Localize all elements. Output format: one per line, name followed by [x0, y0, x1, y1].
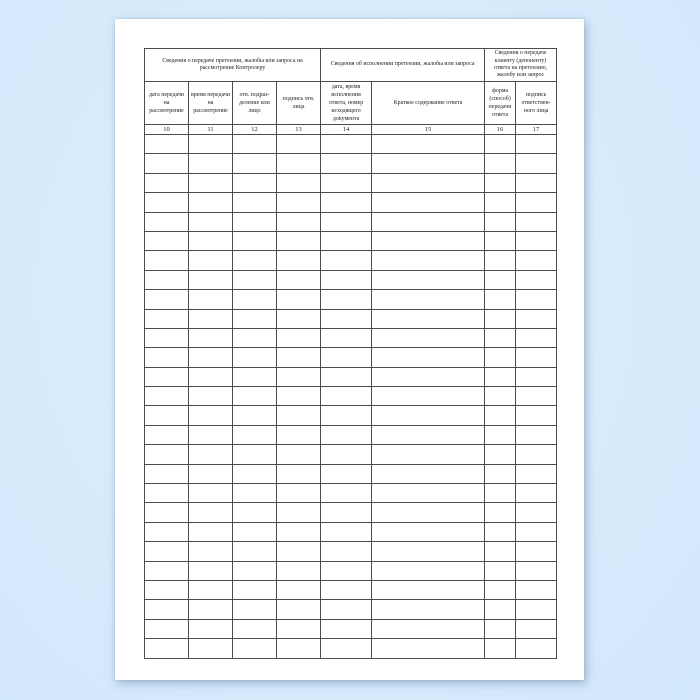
journal-empty-cell [516, 387, 557, 406]
journal-empty-cell [516, 367, 557, 386]
journal-empty-row [145, 484, 557, 503]
journal-empty-cell [372, 367, 485, 386]
journal-empty-cell [485, 328, 516, 347]
journal-empty-cell [189, 464, 233, 483]
journal-empty-cell [485, 212, 516, 231]
journal-empty-cell [516, 542, 557, 561]
journal-empty-cell [145, 464, 189, 483]
journal-empty-cell [277, 348, 321, 367]
journal-empty-row [145, 348, 557, 367]
journal-empty-cell [233, 639, 277, 658]
journal-empty-cell [321, 173, 372, 192]
journal-empty-cell [516, 251, 557, 270]
journal-empty-cell [145, 503, 189, 522]
journal-empty-cell [485, 270, 516, 289]
journal-empty-row [145, 154, 557, 173]
journal-empty-row [145, 425, 557, 444]
journal-empty-row [145, 561, 557, 580]
journal-empty-cell [321, 290, 372, 309]
journal-empty-cell [145, 600, 189, 619]
journal-empty-row [145, 309, 557, 328]
journal-empty-cell [321, 445, 372, 464]
journal-empty-cell [233, 580, 277, 599]
journal-empty-cell [516, 154, 557, 173]
journal-empty-cell [321, 348, 372, 367]
journal-empty-row [145, 445, 557, 464]
journal-empty-cell [516, 135, 557, 154]
journal-empty-cell [516, 464, 557, 483]
journal-empty-cell [277, 173, 321, 192]
journal-empty-cell [516, 270, 557, 289]
journal-empty-cell [145, 367, 189, 386]
journal-empty-cell [277, 154, 321, 173]
journal-empty-cell [145, 231, 189, 250]
journal-empty-cell [233, 348, 277, 367]
journal-empty-row [145, 580, 557, 599]
journal-empty-cell [516, 619, 557, 638]
journal-empty-cell [233, 328, 277, 347]
column-number: 17 [516, 125, 557, 135]
journal-empty-cell [485, 600, 516, 619]
column-header: форма (способ) передачи ответа [485, 82, 516, 125]
journal-empty-cell [485, 425, 516, 444]
journal-empty-cell [233, 600, 277, 619]
journal-empty-cell [321, 406, 372, 425]
journal-empty-cell [189, 154, 233, 173]
journal-empty-cell [516, 484, 557, 503]
journal-empty-cell [516, 173, 557, 192]
journal-empty-cell [516, 600, 557, 619]
journal-empty-cell [145, 406, 189, 425]
journal-empty-cell [516, 406, 557, 425]
journal-empty-cell [321, 503, 372, 522]
journal-empty-cell [372, 309, 485, 328]
journal-empty-cell [233, 135, 277, 154]
journal-empty-cell [189, 193, 233, 212]
journal-empty-row [145, 387, 557, 406]
journal-empty-row [145, 290, 557, 309]
journal-empty-cell [145, 561, 189, 580]
journal-empty-cell [277, 561, 321, 580]
journal-empty-cell [233, 309, 277, 328]
journal-empty-cell [145, 173, 189, 192]
journal-empty-cell [233, 290, 277, 309]
journal-empty-cell [145, 542, 189, 561]
journal-empty-cell [233, 445, 277, 464]
journal-empty-cell [189, 328, 233, 347]
column-number: 13 [277, 125, 321, 135]
journal-empty-cell [145, 212, 189, 231]
journal-empty-cell [145, 309, 189, 328]
journal-empty-cell [277, 580, 321, 599]
journal-empty-cell [321, 425, 372, 444]
journal-empty-cell [372, 561, 485, 580]
column-number: 16 [485, 125, 516, 135]
journal-empty-cell [233, 231, 277, 250]
journal-empty-cell [485, 561, 516, 580]
journal-empty-cell [516, 639, 557, 658]
journal-empty-cell [189, 251, 233, 270]
journal-empty-row [145, 367, 557, 386]
journal-empty-cell [516, 561, 557, 580]
journal-empty-cell [372, 387, 485, 406]
journal-empty-cell [277, 193, 321, 212]
journal-empty-cell [189, 270, 233, 289]
journal-empty-cell [277, 464, 321, 483]
journal-empty-cell [321, 522, 372, 541]
journal-empty-cell [516, 328, 557, 347]
claims-journal-table [144, 48, 557, 659]
column-number: 14 [321, 125, 372, 135]
journal-empty-cell [233, 484, 277, 503]
journal-empty-cell [277, 290, 321, 309]
document-sheet [115, 19, 584, 680]
journal-empty-cell [516, 503, 557, 522]
journal-empty-cell [485, 445, 516, 464]
journal-empty-cell [277, 619, 321, 638]
journal-empty-cell [372, 580, 485, 599]
journal-empty-cell [372, 231, 485, 250]
journal-empty-cell [277, 503, 321, 522]
journal-empty-cell [372, 639, 485, 658]
journal-empty-cell [277, 270, 321, 289]
journal-empty-cell [277, 231, 321, 250]
journal-empty-cell [321, 464, 372, 483]
journal-empty-row [145, 639, 557, 658]
column-header: подпись отв. лица [277, 82, 321, 125]
journal-empty-cell [321, 561, 372, 580]
column-header: отв. подраз-деление или лицо [233, 82, 277, 125]
journal-empty-cell [189, 542, 233, 561]
journal-empty-cell [485, 503, 516, 522]
journal-empty-cell [277, 484, 321, 503]
journal-empty-cell [277, 425, 321, 444]
journal-empty-cell [189, 348, 233, 367]
journal-empty-cell [189, 522, 233, 541]
journal-empty-cell [145, 522, 189, 541]
journal-empty-cell [372, 503, 485, 522]
journal-empty-cell [277, 639, 321, 658]
journal-empty-cell [233, 522, 277, 541]
journal-empty-row [145, 135, 557, 154]
journal-empty-cell [321, 328, 372, 347]
journal-empty-cell [145, 135, 189, 154]
journal-empty-cell [189, 580, 233, 599]
journal-empty-cell [189, 367, 233, 386]
journal-empty-cell [321, 484, 372, 503]
journal-empty-row [145, 503, 557, 522]
journal-empty-cell [233, 193, 277, 212]
journal-empty-cell [189, 484, 233, 503]
journal-empty-cell [189, 639, 233, 658]
column-header: Краткое содержание ответа [372, 82, 485, 125]
journal-empty-cell [189, 231, 233, 250]
column-number: 15 [372, 125, 485, 135]
column-header-row [145, 82, 557, 125]
journal-empty-cell [485, 387, 516, 406]
journal-empty-cell [485, 580, 516, 599]
journal-empty-cell [189, 290, 233, 309]
journal-empty-cell [372, 251, 485, 270]
journal-empty-row [145, 619, 557, 638]
journal-empty-cell [372, 290, 485, 309]
journal-empty-cell [189, 406, 233, 425]
journal-empty-cell [189, 503, 233, 522]
column-number: 10 [145, 125, 189, 135]
journal-empty-cell [145, 484, 189, 503]
journal-empty-cell [485, 290, 516, 309]
journal-empty-cell [277, 600, 321, 619]
journal-empty-cell [485, 522, 516, 541]
journal-empty-cell [321, 619, 372, 638]
journal-empty-cell [372, 484, 485, 503]
journal-empty-cell [277, 328, 321, 347]
column-group-header: Сведения о передаче клиенту (депоненту) ответа на претензию, жалобу или запрос [485, 49, 557, 82]
journal-empty-cell [145, 387, 189, 406]
journal-empty-cell [145, 251, 189, 270]
journal-empty-cell [233, 406, 277, 425]
journal-empty-row [145, 600, 557, 619]
journal-empty-cell [485, 154, 516, 173]
journal-empty-cell [516, 309, 557, 328]
journal-empty-cell [277, 367, 321, 386]
journal-empty-cell [516, 348, 557, 367]
journal-empty-cell [485, 135, 516, 154]
journal-empty-cell [485, 193, 516, 212]
journal-empty-cell [277, 309, 321, 328]
journal-empty-cell [321, 154, 372, 173]
journal-empty-cell [189, 309, 233, 328]
journal-body [145, 135, 557, 659]
journal-empty-cell [277, 445, 321, 464]
journal-empty-cell [321, 251, 372, 270]
journal-empty-row [145, 328, 557, 347]
journal-empty-cell [145, 580, 189, 599]
journal-empty-cell [372, 270, 485, 289]
journal-empty-cell [321, 231, 372, 250]
journal-empty-cell [277, 406, 321, 425]
journal-empty-cell [233, 367, 277, 386]
journal-empty-cell [516, 231, 557, 250]
journal-empty-cell [485, 309, 516, 328]
journal-empty-cell [516, 580, 557, 599]
journal-empty-cell [277, 212, 321, 231]
journal-empty-cell [145, 154, 189, 173]
journal-empty-cell [485, 619, 516, 638]
journal-empty-cell [516, 522, 557, 541]
journal-empty-cell [145, 425, 189, 444]
journal-empty-cell [485, 251, 516, 270]
journal-empty-cell [372, 464, 485, 483]
journal-empty-cell [233, 270, 277, 289]
journal-empty-row [145, 522, 557, 541]
journal-empty-cell [277, 135, 321, 154]
journal-empty-cell [321, 387, 372, 406]
journal-empty-cell [321, 135, 372, 154]
column-group-header: Сведения о передаче претензии, жалобы или запроса на рассмотрение Контролеру [145, 49, 321, 82]
journal-empty-cell [372, 154, 485, 173]
journal-empty-cell [372, 193, 485, 212]
journal-empty-cell [372, 522, 485, 541]
journal-empty-cell [372, 425, 485, 444]
journal-empty-cell [233, 425, 277, 444]
journal-empty-cell [485, 484, 516, 503]
column-number: 11 [189, 125, 233, 135]
journal-empty-cell [189, 600, 233, 619]
journal-empty-cell [485, 464, 516, 483]
journal-empty-cell [233, 251, 277, 270]
journal-empty-cell [516, 445, 557, 464]
journal-empty-cell [277, 522, 321, 541]
journal-empty-cell [145, 639, 189, 658]
journal-empty-cell [372, 445, 485, 464]
column-number-row [145, 125, 557, 135]
journal-empty-cell [145, 290, 189, 309]
journal-empty-cell [233, 561, 277, 580]
journal-empty-row [145, 542, 557, 561]
journal-header [145, 49, 557, 135]
journal-empty-cell [277, 387, 321, 406]
journal-empty-row [145, 212, 557, 231]
journal-empty-cell [145, 445, 189, 464]
journal-empty-cell [189, 445, 233, 464]
journal-empty-cell [485, 542, 516, 561]
journal-empty-cell [321, 309, 372, 328]
column-group-header: Сведения об исполнении претензии, жалобы или запроса [321, 49, 485, 82]
journal-empty-cell [321, 639, 372, 658]
journal-empty-cell [189, 173, 233, 192]
journal-empty-cell [145, 348, 189, 367]
journal-empty-cell [321, 212, 372, 231]
journal-empty-cell [321, 367, 372, 386]
journal-empty-cell [277, 542, 321, 561]
journal-empty-cell [145, 193, 189, 212]
journal-empty-cell [145, 619, 189, 638]
column-header: дата, время исполнения ответа, номер исходящего документа [321, 82, 372, 125]
journal-empty-cell [233, 619, 277, 638]
journal-empty-cell [321, 542, 372, 561]
journal-empty-cell [321, 193, 372, 212]
journal-empty-cell [189, 561, 233, 580]
column-header: время передачи на рассмотрение [189, 82, 233, 125]
column-number: 12 [233, 125, 277, 135]
column-group-header-row [145, 49, 557, 82]
journal-empty-cell [372, 406, 485, 425]
journal-empty-cell [189, 135, 233, 154]
journal-empty-cell [189, 425, 233, 444]
journal-empty-cell [189, 212, 233, 231]
journal-empty-cell [516, 193, 557, 212]
journal-empty-cell [145, 270, 189, 289]
journal-empty-cell [372, 328, 485, 347]
journal-empty-cell [233, 542, 277, 561]
journal-empty-cell [372, 212, 485, 231]
column-header: подпись ответствен-ного лица [516, 82, 557, 125]
column-header: дата передачи на рассмотрение [145, 82, 189, 125]
journal-empty-cell [372, 135, 485, 154]
journal-empty-cell [372, 542, 485, 561]
journal-empty-cell [516, 290, 557, 309]
journal-empty-cell [145, 328, 189, 347]
journal-empty-row [145, 173, 557, 192]
journal-empty-cell [233, 154, 277, 173]
journal-empty-row [145, 464, 557, 483]
journal-empty-row [145, 251, 557, 270]
journal-empty-cell [233, 212, 277, 231]
journal-empty-row [145, 231, 557, 250]
journal-empty-cell [485, 406, 516, 425]
journal-empty-cell [372, 600, 485, 619]
journal-empty-cell [516, 212, 557, 231]
journal-empty-row [145, 406, 557, 425]
journal-empty-cell [321, 600, 372, 619]
journal-empty-cell [321, 270, 372, 289]
journal-empty-row [145, 193, 557, 212]
journal-empty-cell [485, 348, 516, 367]
journal-empty-cell [372, 173, 485, 192]
journal-empty-cell [233, 173, 277, 192]
journal-empty-cell [485, 367, 516, 386]
journal-empty-cell [516, 425, 557, 444]
journal-empty-cell [485, 231, 516, 250]
journal-empty-cell [277, 251, 321, 270]
journal-empty-row [145, 270, 557, 289]
journal-empty-cell [485, 639, 516, 658]
journal-empty-cell [372, 619, 485, 638]
journal-empty-cell [321, 580, 372, 599]
journal-empty-cell [189, 387, 233, 406]
journal-empty-cell [372, 348, 485, 367]
journal-empty-cell [233, 387, 277, 406]
journal-empty-cell [189, 619, 233, 638]
journal-empty-cell [233, 503, 277, 522]
journal-empty-cell [485, 173, 516, 192]
journal-empty-cell [233, 464, 277, 483]
